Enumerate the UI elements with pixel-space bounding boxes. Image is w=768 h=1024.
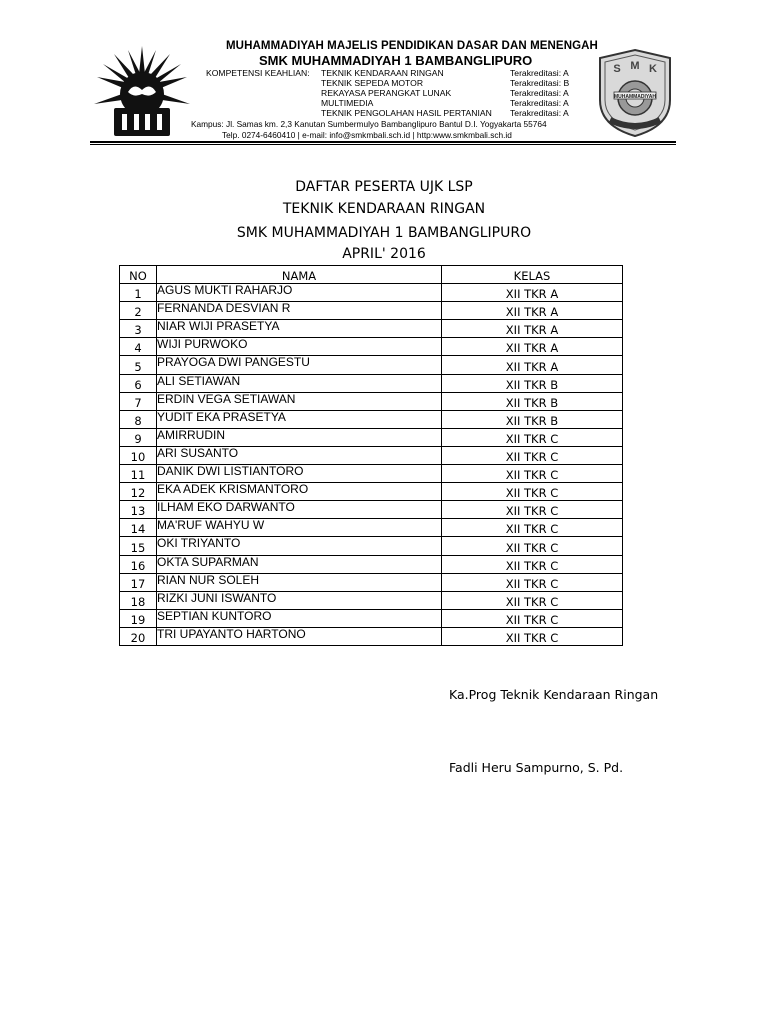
cell-kelas: XII TKR C <box>442 465 623 483</box>
cell-nama: NIAR WIJI PRASETYA <box>157 320 442 338</box>
cell-nama: RIZKI JUNI ISWANTO <box>157 591 442 609</box>
muhammadiyah-sun-logo-icon <box>92 44 192 138</box>
cell-nama: OKI TRIYANTO <box>157 537 442 555</box>
program-name: TEKNIK KENDARAAN RINGAN <box>321 68 444 78</box>
letterhead-org-line: MUHAMMADIYAH MAJELIS PENDIDIKAN DASAR DAN MENENGAH <box>226 40 598 52</box>
cell-kelas: XII TKR C <box>442 609 623 627</box>
program-accreditation: Terakreditasi: A <box>510 88 569 98</box>
table-row <box>120 627 623 645</box>
cell-nama: MA'RUF WAHYU W <box>157 519 442 537</box>
program-name: REKAYASA PERANGKAT LUNAK <box>321 88 452 98</box>
cell-nama: OKTA SUPARMAN <box>157 555 442 573</box>
contact-info: Telp. 0274-6460410 | e-mail: info@smkmbali.sch.id | http:www.smkmbali.sch.id <box>222 130 512 140</box>
letterhead-school-name: SMK MUHAMMADIYAH 1 BAMBANGLIPURO <box>259 53 533 68</box>
cell-kelas: XII TKR C <box>442 627 623 645</box>
cell-kelas: XII TKR C <box>442 573 623 591</box>
program-accreditation: Terakreditasi: B <box>510 78 570 88</box>
program-accreditation: Terakreditasi: A <box>510 108 569 118</box>
cell-kelas: XII TKR C <box>442 483 623 501</box>
table-row <box>120 356 623 374</box>
svg-text:M: M <box>630 60 640 72</box>
cell-no: 15 <box>120 537 157 555</box>
cell-nama: ALI SETIAWAN <box>157 374 442 392</box>
letterhead-divider <box>90 141 676 143</box>
signature-role: Ka.Prog Teknik Kendaraan Ringan <box>449 687 659 702</box>
cell-kelas: XII TKR B <box>442 374 623 392</box>
table-row <box>120 609 623 627</box>
cell-kelas: XII TKR A <box>442 284 623 302</box>
cell-no: 12 <box>120 483 157 501</box>
table-row <box>120 320 623 338</box>
cell-nama: SEPTIAN KUNTORO <box>157 609 442 627</box>
program-accreditation: Terakreditasi: A <box>510 68 569 78</box>
table-row <box>120 501 623 519</box>
cell-nama: EKA ADEK KRISMANTORO <box>157 483 442 501</box>
cell-no: 6 <box>120 374 157 392</box>
program-accreditation: Terakreditasi: A <box>510 98 569 108</box>
cell-no: 2 <box>120 302 157 320</box>
cell-no: 17 <box>120 573 157 591</box>
cell-no: 19 <box>120 609 157 627</box>
program-name: MULTIMEDIA <box>321 98 374 108</box>
doc-title-line: APRIL' 2016 <box>342 246 426 262</box>
cell-no: 9 <box>120 428 157 446</box>
cell-no: 8 <box>120 410 157 428</box>
cell-no: 18 <box>120 591 157 609</box>
svg-text:S: S <box>613 63 621 75</box>
svg-text:K: K <box>649 63 657 75</box>
table-row <box>120 519 623 537</box>
cell-nama: PRAYOGA DWI PANGESTU <box>157 356 442 374</box>
column-header-no: NO <box>120 266 157 284</box>
cell-no: 5 <box>120 356 157 374</box>
cell-no: 1 <box>120 284 157 302</box>
cell-kelas: XII TKR C <box>442 428 623 446</box>
cell-nama: YUDIT EKA PRASETYA <box>157 410 442 428</box>
table-row <box>120 284 623 302</box>
letterhead-divider <box>90 144 676 145</box>
cell-kelas: XII TKR C <box>442 519 623 537</box>
svg-text:MUHAMMADIYAH: MUHAMMADIYAH <box>613 94 657 100</box>
cell-nama: ILHAM EKO DARWANTO <box>157 501 442 519</box>
table-row <box>120 392 623 410</box>
table-row <box>120 465 623 483</box>
cell-kelas: XII TKR A <box>442 320 623 338</box>
cell-kelas: XII TKR A <box>442 338 623 356</box>
smk-gear-shield-logo-icon <box>596 48 674 138</box>
column-header-nama: NAMA <box>157 266 442 284</box>
column-header-kelas: KELAS <box>442 266 623 284</box>
cell-kelas: XII TKR B <box>442 392 623 410</box>
table-row <box>120 591 623 609</box>
cell-no: 3 <box>120 320 157 338</box>
table-row <box>120 446 623 464</box>
table-row <box>120 483 623 501</box>
table-row <box>120 338 623 356</box>
cell-nama: ERDIN VEGA SETIAWAN <box>157 392 442 410</box>
cell-no: 4 <box>120 338 157 356</box>
cell-kelas: XII TKR C <box>442 555 623 573</box>
table-row <box>120 555 623 573</box>
table-body <box>120 284 623 646</box>
cell-nama: RIAN NUR SOLEH <box>157 573 442 591</box>
cell-nama: ARI SUSANTO <box>157 446 442 464</box>
cell-no: 7 <box>120 392 157 410</box>
cell-nama: DANIK DWI LISTIANTORO <box>157 465 442 483</box>
cell-kelas: XII TKR C <box>442 537 623 555</box>
signature-name: Fadli Heru Sampurno, S. Pd. <box>449 760 624 775</box>
cell-no: 10 <box>120 446 157 464</box>
cell-no: 13 <box>120 501 157 519</box>
cell-nama: TRI UPAYANTO HARTONO <box>157 627 442 645</box>
program-name: TEKNIK PENGOLAHAN HASIL PERTANIAN <box>321 108 492 118</box>
cell-nama: AGUS MUKTI RAHARJO <box>157 284 442 302</box>
cell-no: 14 <box>120 519 157 537</box>
table-row <box>120 374 623 392</box>
program-name: TEKNIK SEPEDA MOTOR <box>321 78 424 88</box>
cell-nama: WIJI PURWOKO <box>157 338 442 356</box>
doc-title-line: TEKNIK KENDARAAN RINGAN <box>282 201 486 217</box>
doc-title-line: DAFTAR PESERTA UJK LSP <box>295 179 473 195</box>
table-row <box>120 410 623 428</box>
table-row <box>120 573 623 591</box>
cell-no: 11 <box>120 465 157 483</box>
cell-kelas: XII TKR B <box>442 410 623 428</box>
table-row <box>120 537 623 555</box>
doc-title-line: SMK MUHAMMADIYAH 1 BAMBANGLIPURO <box>236 225 532 241</box>
cell-no: 20 <box>120 627 157 645</box>
table-row <box>120 428 623 446</box>
cell-nama: AMIRRUDIN <box>157 428 442 446</box>
cell-kelas: XII TKR C <box>442 501 623 519</box>
campus-address: Kampus: Jl. Samas km. 2,3 Kanutan Sumbermulyo Bambanglipuro Bantul D.I. Yogyakarta 55764 <box>191 119 547 129</box>
cell-kelas: XII TKR C <box>442 446 623 464</box>
table-header-row <box>120 266 623 284</box>
cell-nama: FERNANDA DESVIAN R <box>157 302 442 320</box>
table-row <box>120 302 623 320</box>
participant-table <box>119 265 623 646</box>
cell-kelas: XII TKR C <box>442 591 623 609</box>
cell-kelas: XII TKR A <box>442 302 623 320</box>
cell-no: 16 <box>120 555 157 573</box>
competency-label: KOMPETENSI KEAHLIAN: <box>206 68 310 78</box>
cell-kelas: XII TKR A <box>442 356 623 374</box>
